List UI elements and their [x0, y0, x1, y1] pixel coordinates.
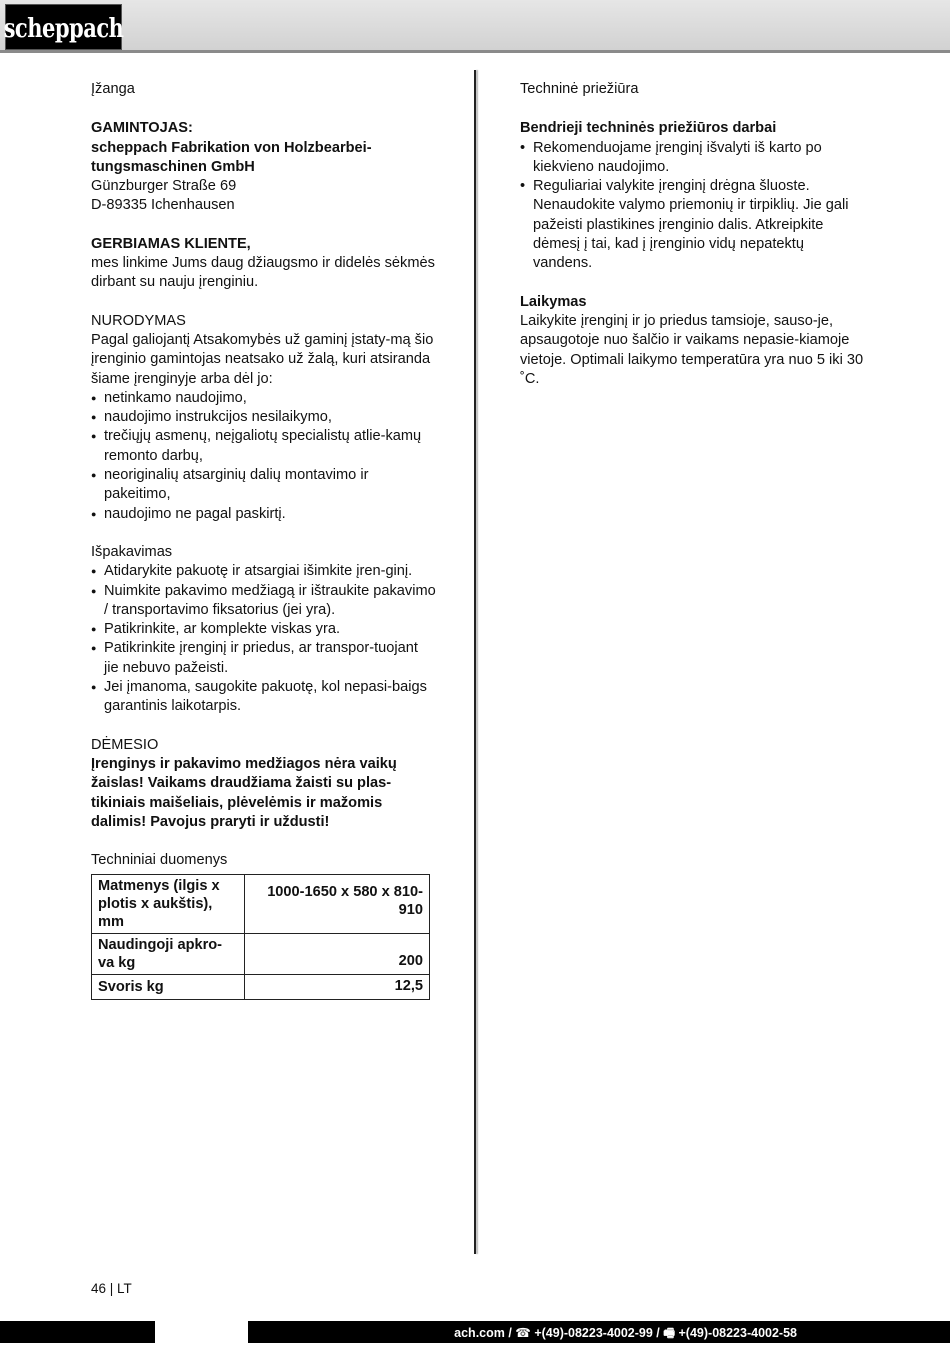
intro-title: Įžanga: [91, 81, 135, 97]
list-item: [520, 177, 865, 273]
storage-label: Laikymas: [520, 293, 587, 310]
customer-label: GERBIAMAS KLIENTE,: [91, 235, 251, 252]
bullet-icon: •: [520, 178, 526, 195]
storage-block: [520, 293, 865, 389]
list-item: [91, 582, 436, 621]
table-cell-name: Naudingoji apkro-va kg: [92, 934, 245, 975]
attention-text: Įrenginys ir pakavimo medžiagos nėra vaikų žaislas! Vaikams draudžiama žaisti su plas-tikiniais maišeliais, plėvelėmis ir mažomis dalimis! Pavojus praryti ir uždusti!: [91, 755, 397, 830]
unpacking-list: [91, 562, 436, 716]
footer-contact: ach.com / ☎ +(49)-08223-4002-99 / 🖷 +(49)-08223-4002-58: [454, 1326, 797, 1340]
footer-gap: [155, 1321, 248, 1343]
left-column: [91, 80, 436, 1000]
list-item-text: Patikrinkite, ar komplekte viskas yra.: [104, 621, 341, 638]
table-cell-name: Matmenys (ilgis x plotis x aukštis), mm: [92, 875, 245, 934]
list-item: [520, 139, 865, 178]
list-item-text: netinkamo naudojimo,: [104, 389, 247, 406]
general-maintenance-block: [520, 119, 865, 273]
list-item: [91, 620, 436, 639]
attention-label: DĖMESIO: [91, 736, 159, 753]
maintenance-title: Techninė priežiūra: [520, 81, 639, 97]
list-item: [91, 389, 436, 408]
table-row: [92, 934, 430, 975]
logo-text: scheppach: [3, 11, 124, 43]
customer-text: mes linkime Jums daug džiaugsmo ir didelės sėkmės dirbant su nauju įrenginiu.: [91, 255, 435, 291]
list-item: [91, 505, 436, 524]
list-item-text: Nuimkite pakavimo medžiagą ir ištraukite pakavimo / transportavimo fiksatorius (jei yra).: [104, 582, 436, 618]
general-maintenance-list: [520, 139, 865, 274]
attention-block: [91, 736, 436, 832]
list-item-text: Patikrinkite įrenginį ir priedus, ar transpor-tuojant jie nebuvo pažeisti.: [104, 640, 418, 676]
list-item: [91, 562, 436, 581]
unpacking-block: [91, 543, 436, 717]
list-item: [91, 678, 436, 717]
list-item: [91, 466, 436, 505]
note-list: [91, 389, 436, 524]
table-cell-value: 1000-1650 x 580 x 810-910: [245, 875, 430, 934]
footer-bar: [0, 1321, 950, 1343]
list-item: [91, 427, 436, 466]
note-block: [91, 312, 436, 524]
list-item-text: Rekomenduojame įrenginį išvalyti iš karto po kiekvieno naudojimo.: [533, 139, 822, 175]
table-row: [92, 975, 430, 1000]
page-number: 46 | LT: [91, 1281, 132, 1296]
unpacking-label: Išpakavimas: [91, 543, 173, 560]
brand-logo: [5, 4, 122, 50]
tech-data-block: [91, 851, 436, 1000]
manufacturer-company-2: tungsmaschinen GmbH: [91, 158, 255, 175]
list-item-text: naudojimo instrukcijos nesilaikymo,: [104, 409, 332, 426]
list-item-text: Jei įmanoma, saugokite pakuotę, kol nepasi-baigs garantinis laikotarpis.: [104, 679, 427, 715]
customer-block: [91, 235, 436, 293]
table-row: [92, 875, 430, 934]
list-item-text: Reguliariai valykite įrenginį drėgna šluoste. Nenaudokite valymo priemonių ir tirpiklių. Jie gali pažeisti plastikines įrenginio dalis. Atkreipkite dėmesį į tai, kad į įrenginio vidų nepatektų vandens.: [533, 178, 849, 272]
storage-text: Laikykite įrenginį ir jo priedus tamsioje, sauso-je, apsaugotoje nuo šalčio ir vaikams nepasie-kiamoje vietoje. Optimali laikymo temperatūra yra nuo 5 iki 30 ˚C.: [520, 312, 864, 387]
table-cell-name: Svoris kg: [92, 975, 245, 1000]
note-label: NURODYMAS: [91, 312, 186, 329]
general-maintenance-label: Bendrieji techninės priežiūros darbai: [520, 120, 777, 137]
manufacturer-company-1: scheppach Fabrikation von Holzbearbei-: [91, 139, 372, 156]
right-column: [520, 80, 865, 408]
list-item-text: naudojimo ne pagal paskirtį.: [104, 505, 286, 522]
bullet-icon: •: [520, 139, 526, 156]
list-item-text: trečiųjų asmenų, neįgaliotų specialistų atlie-kamų remonto darbų,: [104, 428, 422, 464]
tech-data-table: [91, 874, 430, 1000]
tech-data-label: Techniniai duomenys: [91, 852, 228, 869]
list-item-text: neoriginalių atsarginių dalių montavimo ir pakeitimo,: [104, 467, 369, 503]
column-divider: [474, 70, 476, 1254]
table-cell-value: 12,5: [245, 975, 430, 1000]
manufacturer-city: D-89335 Ichenhausen: [91, 197, 235, 214]
list-item: [91, 639, 436, 678]
manufacturer-street: Günzburger Straße 69: [91, 178, 237, 195]
header-bar: [0, 0, 950, 53]
table-cell-value: 200: [245, 934, 430, 975]
list-item: [91, 408, 436, 427]
manufacturer-label: GAMINTOJAS:: [91, 120, 193, 137]
manufacturer-block: [91, 119, 436, 215]
list-item-text: Atidarykite pakuotę ir atsargiai išimkite įren-ginį.: [104, 563, 413, 580]
note-text: Pagal galiojantį Atsakomybės už gaminį įstaty-mą šio įrenginio gamintojas neatsako už žalą, kuri atsiranda šiame įrenginyje arba dėl jo:: [91, 331, 434, 387]
